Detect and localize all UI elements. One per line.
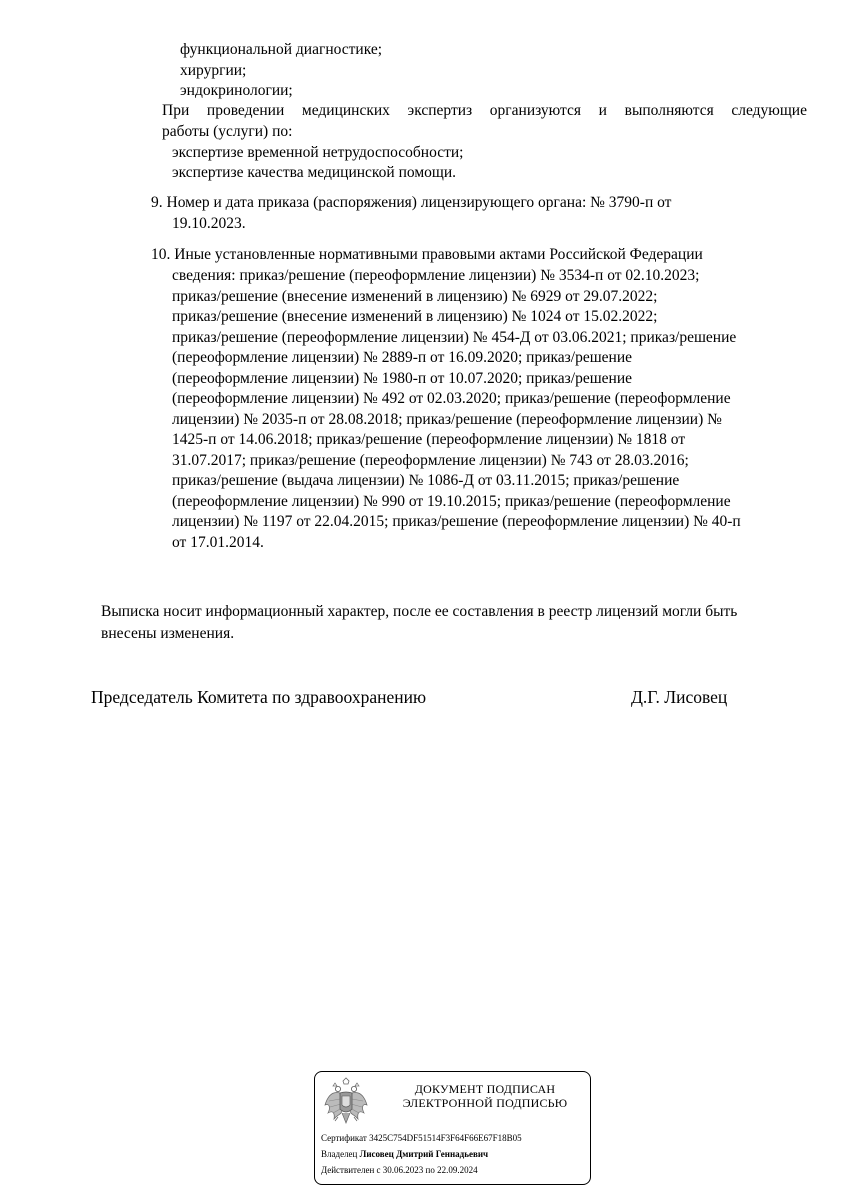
item9-line2: 19.10.2023. (172, 215, 246, 232)
item10-line1: 10. Иные установленные нормативными правовыми актами Российской Федерации (151, 246, 703, 263)
stamp-certificate (321, 1133, 522, 1144)
signatory-name: Д.Г. Лисовец (631, 687, 728, 707)
coat-of-arms-icon (323, 1077, 369, 1127)
expertise-item-quality: экспертизе качества медицинской помощи. (172, 164, 456, 181)
item10-line: приказ/решение (внесение изменений в лицензию) № 1024 от 15.02.2022; (172, 308, 658, 325)
item10-line: (переоформление лицензии) № 492 от 02.03.2020; приказ/решение (переоформление (172, 390, 731, 407)
specialty-surgery: хирургии; (180, 62, 247, 79)
item10-line: сведения: приказ/решение (переоформление лицензии) № 3534-п от 02.10.2023; (172, 267, 700, 284)
stamp-title-line2: ЭЛЕКТРОННОЙ ПОДПИСЬЮ (402, 1096, 568, 1110)
stamp-title (387, 1082, 583, 1110)
item10-line: 1425-п от 14.06.2018; приказ/решение (переоформление лицензии) № 1818 от (172, 431, 686, 448)
notice-line2: внесены изменения. (101, 625, 235, 642)
stamp-owner-value: Лисовец Дмитрий Геннадьевич (359, 1149, 489, 1159)
item10-line: приказ/решение (выдача лицензии) № 1086-Д от 03.11.2015; приказ/решение (172, 472, 680, 489)
notice-line1: Выписка носит информационный характер, после ее составления в реестр лицензий могли быть (101, 603, 738, 620)
item10-line: лицензии) № 2035-п от 28.08.2018; приказ/решение (переоформление лицензии) № (172, 410, 722, 428)
item10-line: 31.07.2017; приказ/решение (переоформление лицензии) № 743 от 28.03.2016; (172, 451, 689, 469)
specialty-endocrinology: эндокринологии; (180, 82, 293, 99)
stamp-certificate-value: 3425C754DF51514F3F64F66E67F18B05 (369, 1133, 522, 1143)
signatory-position: Председатель Комитета по здравоохранению (91, 687, 427, 707)
expertise-item-temporary-disability: экспертизе временной нетрудоспособности; (172, 144, 464, 161)
expertise-intro-line2: работы (услуги) по: (162, 123, 293, 140)
item10-line: лицензии) № 1197 от 22.04.2015; приказ/решение (переоформление лицензии) № 40-п (172, 513, 741, 530)
specialty-functional-diagnostics: функциональной диагностике; (180, 41, 383, 58)
stamp-owner-label: Владелец (321, 1149, 358, 1159)
item10-line: (переоформление лицензии) № 1980-п от 10.07.2020; приказ/решение (172, 369, 633, 387)
electronic-signature-stamp (314, 1071, 591, 1185)
stamp-certificate-label: Сертификат (321, 1133, 367, 1143)
item10-line: (переоформление лицензии) № 990 от 19.10.2015; приказ/решение (переоформление (172, 492, 731, 510)
stamp-owner (321, 1149, 488, 1160)
item10-body (172, 266, 812, 553)
item9-line1: 9. Номер и дата приказа (распоряжения) лицензирующего органа: № 3790-п от (151, 194, 672, 211)
expertise-intro-line1: При проведении медицинских экспертиз организуются и выполняются следующие (162, 102, 807, 119)
item10-line: приказ/решение (внесение изменений в лицензию) № 6929 от 29.07.2022; (172, 287, 658, 305)
item10-line: (переоформление лицензии) № 2889-п от 16.09.2020; приказ/решение (172, 349, 633, 366)
item10-line: приказ/решение (переоформление лицензии) № 454-Д от 03.06.2021; приказ/решение (172, 328, 737, 346)
stamp-title-line1: ДОКУМЕНТ ПОДПИСАН (414, 1082, 556, 1096)
stamp-validity: Действителен с 30.06.2023 по 22.09.2024 (321, 1165, 478, 1175)
item10-line: от 17.01.2014. (172, 533, 264, 551)
